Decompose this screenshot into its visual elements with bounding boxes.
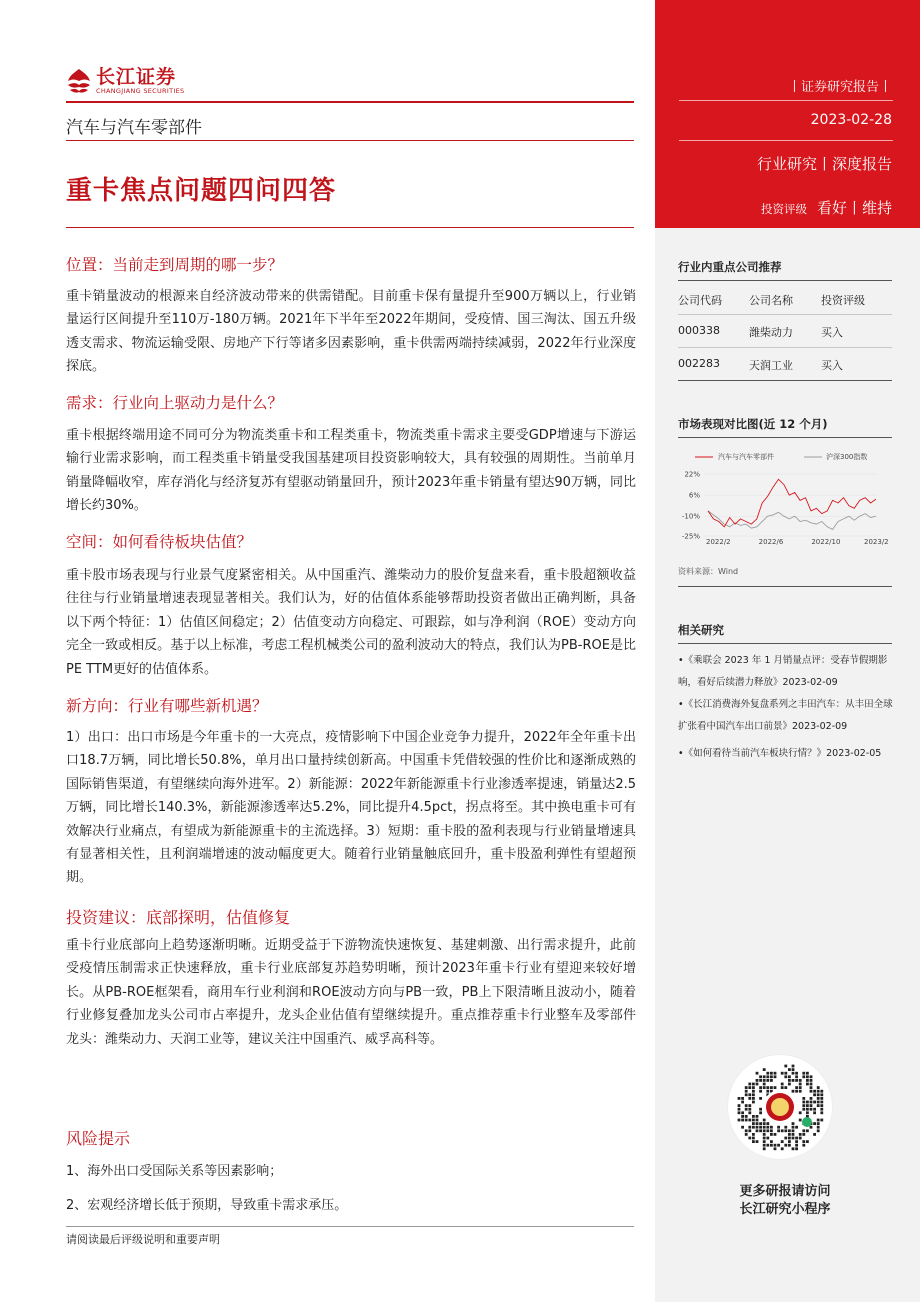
section-heading-investment: 投资建议：底部探明，估值修复 bbox=[66, 908, 291, 927]
related-research-link[interactable]: •《如何看待当前汽车板块行情？》2023-02-05 bbox=[678, 748, 882, 759]
section-heading-position: 位置：当前走到周期的哪一步？ bbox=[66, 256, 284, 274]
investment-rating bbox=[761, 197, 892, 218]
table-cell: 000338 bbox=[678, 324, 720, 337]
table-cell: 天润工业 bbox=[749, 359, 793, 372]
table-divider bbox=[678, 380, 892, 381]
table-header-cell: 投资评级 bbox=[821, 294, 865, 307]
chart-source: 资料来源：Wind bbox=[678, 567, 739, 576]
footer-disclaimer-note: 请阅读最后评级说明和重要声明 bbox=[66, 1233, 220, 1246]
company-table-title: 行业内重点公司推荐 bbox=[678, 260, 782, 274]
brand-logo-icon bbox=[66, 67, 92, 95]
report-category: 行业研究丨深度报告 bbox=[756, 155, 892, 173]
report-info-box bbox=[655, 0, 920, 228]
x-tick-label: 2022/2 bbox=[706, 538, 731, 546]
related-research-link[interactable]: •《长江消费海外复盘系列之丰田汽车：从丰田全球扩张看中国汽车出口前景》2023-02-09 bbox=[678, 699, 893, 732]
header-divider bbox=[66, 101, 634, 103]
table-header-cell: 公司名称 bbox=[749, 294, 793, 307]
legend-label-industry: 汽车与汽车零部件 bbox=[718, 453, 774, 461]
report-type: 丨证券研究报告丨 bbox=[787, 80, 892, 95]
section-body-demand: 重卡根据终端用途不同可分为物流类重卡和工程类重卡，物流类重卡需求主要受GDP增速与下游运输行业需求影响，而工程类重卡销量受我国基建项目投资影响较大，具有较强的周期性。当前单月销量降幅收窄，库存消化与经济复苏有望驱动销量回升，预计2023年重卡销量有望达90万辆，同比增长约30%。 bbox=[66, 428, 636, 514]
section-heading-opportunity: 新方向：行业有哪些新机遇？ bbox=[66, 697, 268, 715]
x-tick-label: 2022/10 bbox=[811, 538, 841, 546]
x-tick-label: 2022/6 bbox=[758, 538, 784, 546]
sector-label: 汽车与汽车零部件 bbox=[66, 118, 202, 138]
qr-caption: 长江研究小程序 bbox=[739, 1202, 831, 1217]
chart-divider bbox=[678, 586, 892, 587]
brand-logo bbox=[66, 64, 184, 98]
series-line bbox=[708, 479, 876, 527]
section-body-opportunity: 1）出口：出口市场是今年重卡的一大亮点，疫情影响下中国企业竞争力提升，2022年全年重卡出口18.7万辆，同比增长50.8%，单月出口量持续创新高。中国重卡凭借较强的性价比和逐渐成熟的国际销售渠道，有望继续向海外进军。2）新能源：2022年新能源重卡行业渗透率提速，销量达2.5万辆，同比增长140.3%，新能源渗透率达5.2%，同比提升4.5pct，拐点将至。其中换电重卡可有效解决行业痛点，有望成为新能源重卡的主流选择。3）短期：重卡股的盈利表现与行业销量增速具有显著相关性，且利润端增速的波动幅度更大。随着行业销量触底回升，重卡股盈利弹性有望超预期。 bbox=[66, 730, 636, 886]
table-divider bbox=[678, 314, 892, 315]
info-divider bbox=[679, 100, 893, 101]
table-header-cell: 公司代码 bbox=[678, 294, 722, 307]
related-research-title: 相关研究 bbox=[678, 623, 724, 637]
title-divider bbox=[66, 227, 634, 228]
table-divider bbox=[678, 280, 892, 281]
footer-divider bbox=[66, 1226, 634, 1227]
table-cell: 002283 bbox=[678, 357, 720, 370]
rating-label: 投资评级 bbox=[760, 202, 807, 216]
series-line bbox=[708, 511, 876, 530]
info-divider bbox=[679, 140, 893, 141]
table-cell: 买入 bbox=[821, 326, 843, 339]
brand-name-cn: 长江证券 bbox=[96, 66, 177, 88]
table-cell: 潍柴动力 bbox=[749, 326, 793, 339]
y-tick-label: -25% bbox=[681, 532, 700, 541]
table-cell: 买入 bbox=[821, 359, 843, 372]
qr-caption: 更多研报请访问 bbox=[739, 1184, 831, 1199]
y-tick-label: 22% bbox=[684, 470, 700, 479]
section-heading-demand: 需求：行业向上驱动力是什么？ bbox=[66, 394, 284, 412]
y-tick-label: -10% bbox=[681, 512, 700, 521]
risk-item: 1、海外出口受国际关系等因素影响； bbox=[66, 1164, 283, 1179]
x-tick-label: 2023/2 bbox=[864, 538, 889, 546]
section-body-valuation: 重卡股市场表现与行业景气度紧密相关。从中国重汽、潍柴动力的股价复盘来看，重卡股超额收益往往与行业销量增速表现显著相关。我们认为，好的估值体系能够帮助投资者做出正确判断，具备以下两个特征：1）估值区间稳定；2）估值变动方向稳定、可跟踪，如与净利润（ROE）变动方向完全一致或相反。基于以上标准，考虑工程机械类公司的盈利波动大的特点，我们认为PB-ROE是比PE TTM更好的估值体系。 bbox=[66, 568, 636, 677]
page-title: 重卡焦点问题四问四答 bbox=[66, 176, 337, 206]
sector-divider bbox=[66, 140, 634, 141]
rating-value: 看好丨维持 bbox=[816, 199, 892, 217]
section-body-investment: 重卡行业底部向上趋势逐渐明晰。近期受益于下游物流快速恢复、基建刺激、出行需求提升，此前受疫情压制需求正快速释放，重卡行业底部复苏趋势明晰，预计2023年重卡行业有望迎来较好增长。从PB-ROE框架看，商用车行业利润和ROE波动方向与PB一致，PB上下限清晰且波动小，随着行业修复叠加龙头公司市占率提升，龙头企业估值有望继续提升。重点推荐重卡行业整车及零部件龙头：潍柴动力、天润工业等，建议关注中国重汽、威孚高科等。 bbox=[66, 938, 636, 1047]
table-header-row bbox=[678, 292, 892, 312]
performance-chart bbox=[678, 450, 892, 550]
related-divider bbox=[678, 643, 892, 644]
table-row bbox=[678, 324, 892, 344]
table-divider bbox=[678, 347, 892, 348]
legend-label-index: 沪深300指数 bbox=[826, 453, 868, 461]
miniprogram-qr-code[interactable] bbox=[728, 1055, 832, 1159]
chart-divider bbox=[678, 437, 892, 438]
risk-heading: 风险提示 bbox=[66, 1129, 131, 1148]
related-research-link[interactable]: •《乘联会 2023 年 1 月销量点评：受春节假期影响，看好后续潜力释放》2023-02-09 bbox=[678, 655, 888, 688]
y-tick-label: 6% bbox=[688, 491, 700, 500]
section-body-position: 重卡销量波动的根源来自经济波动带来的供需错配。目前重卡保有量提升至900万辆以上，行业销量运行区间提升至110万-180万辆。2021年下半年至2022年期间，受疫情、国三淘汰、国五升级透支需求、物流运输受限、房地产下行等诸多因素影响，重卡供需两端持续减弱，2022年行业深度探底。 bbox=[66, 289, 636, 375]
chart-title: 市场表现对比图(近 12 个月) bbox=[678, 417, 828, 431]
report-date: 2023-02-28 bbox=[810, 112, 892, 128]
risk-item: 2、宏观经济增长低于预期，导致重卡需求承压。 bbox=[66, 1198, 348, 1213]
table-row bbox=[678, 357, 892, 377]
section-heading-valuation: 空间：如何看待板块估值？ bbox=[66, 533, 253, 551]
brand-name-en: CHANGJIANG SECURITIES bbox=[96, 87, 185, 95]
